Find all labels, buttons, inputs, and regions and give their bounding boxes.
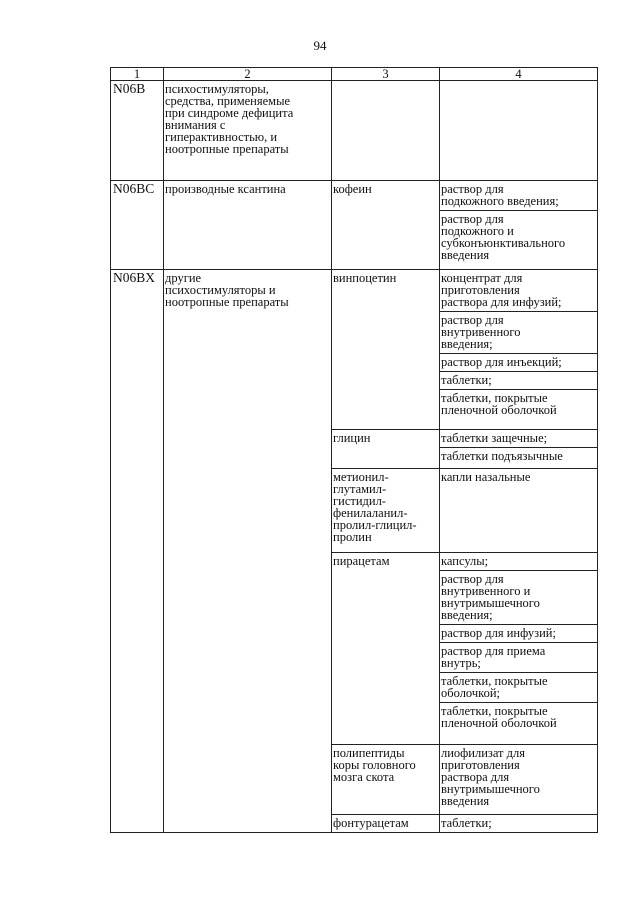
column-header: 2 [164,68,332,81]
dosage-forms-cell [440,815,598,833]
dosage-form: раствор для подкожного и субконъюнктивального введения [440,210,597,264]
dosage-form: раствор для подкожного введения; [441,182,559,208]
dosage-form: таблетки подъязычные [440,447,597,465]
dosage-form: таблетки, покрытые пленочной оболочкой [440,389,597,419]
table-row [111,181,598,270]
drug-name-cell [332,181,440,270]
drug-name: глицин [333,431,371,445]
dosage-form: раствор для инфузий; [440,624,597,642]
dosage-form: капсулы; [441,554,489,568]
page-number: 94 [313,38,327,53]
dosage-forms-cell [440,81,598,181]
drug-name: пирацетам [333,554,390,568]
drug-name: кофеин [333,182,372,196]
column-header: 1 [111,68,164,81]
drug-name-cell [332,81,440,181]
atc-code: N06B [111,81,164,181]
dosage-form: раствор для внутривенного введения; [440,311,597,353]
dosage-forms-cell [440,469,598,553]
drug-name-cell [332,553,440,745]
dosage-form: таблетки защечные; [441,431,548,445]
group-name: производные ксантина [165,182,286,196]
drug-name: фонтурацетам [333,816,409,830]
drug-name-cell [332,815,440,833]
dosage-form: таблетки; [440,371,597,389]
dosage-form: таблетки; [441,816,492,830]
dosage-form: раствор для инъекций; [440,353,597,371]
table-row [111,270,598,430]
group-name: психостимуляторы, средства, применяемые при синдроме дефицита внимания с гиперактивностью, и ноотропные препараты [165,82,294,156]
dosage-forms-cell [440,181,598,270]
group-name-cell [164,181,332,270]
dosage-form: раствор для приема внутрь; [440,642,597,672]
drug-table [110,67,598,833]
dosage-form: таблетки, покрытые пленочной оболочкой [440,702,597,732]
dosage-forms-cell [440,270,598,430]
drug-name: метионил- глутамил- гистидил- фенилаланил- пролил-глицил- пролин [333,470,417,544]
atc-code: N06BX [111,270,164,833]
group-name-cell [164,81,332,181]
drug-name-cell [332,270,440,430]
dosage-forms-cell [440,430,598,469]
table-row [111,81,598,181]
dosage-form: капли назальные [441,470,531,484]
drug-name: полипептиды коры головного мозга скота [333,746,416,784]
drug-name: винпоцетин [333,271,397,285]
dosage-form: таблетки, покрытые оболочкой; [440,672,597,702]
dosage-forms-cell [440,553,598,745]
column-header: 4 [440,68,598,81]
drug-name-cell [332,745,440,815]
drug-name-cell [332,469,440,553]
dosage-form: концентрат для приготовления раствора для инфузий; [441,271,562,309]
dosage-forms-cell [440,745,598,815]
table-header-row [111,68,598,81]
atc-code: N06BC [111,181,164,270]
column-header: 3 [332,68,440,81]
dosage-form: лиофилизат для приготовления раствора для внутримышечного введения [441,746,540,808]
group-name: другие психостимуляторы и ноотропные препараты [165,271,289,309]
dosage-form: раствор для внутривенного и внутримышечного введения; [440,570,597,624]
drug-name-cell [332,430,440,469]
group-name-cell [164,270,332,833]
